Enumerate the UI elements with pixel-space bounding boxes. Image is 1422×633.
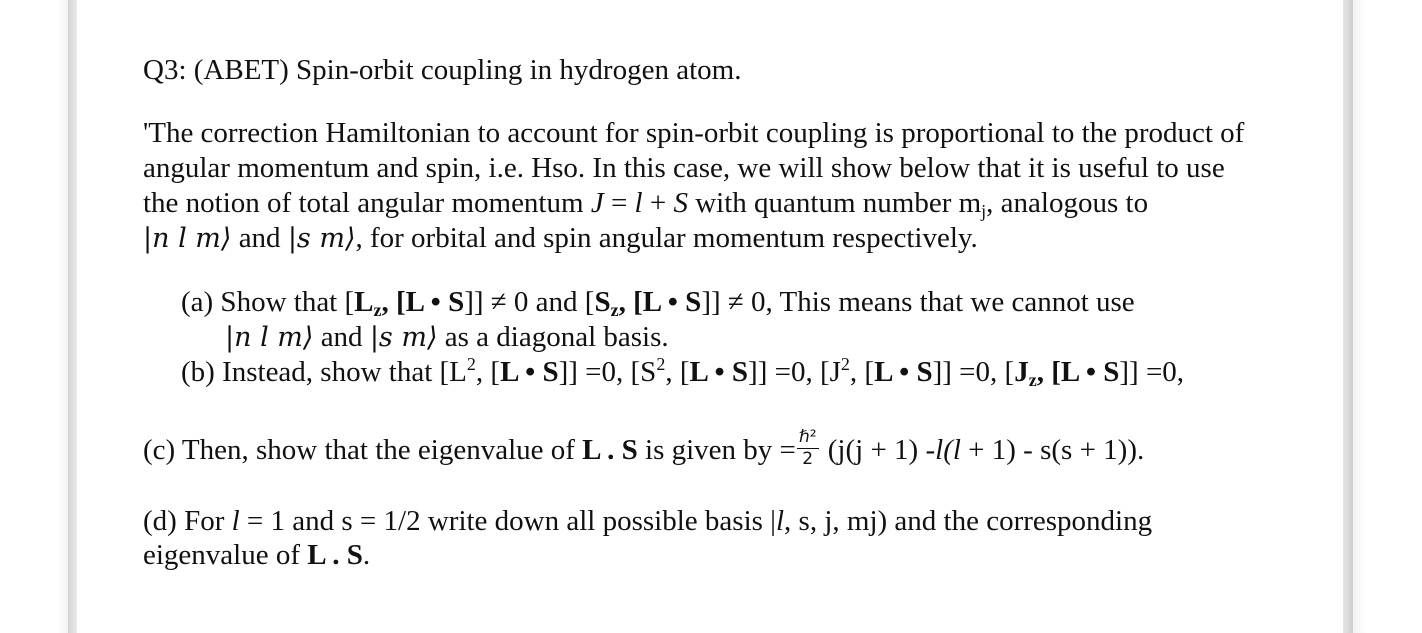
question-title: Q3: (ABET) Spin-orbit coupling in hydrogen atom. (143, 54, 742, 86)
ket-nlm: |n l m⟩ (143, 223, 232, 254)
part-d-line-2: eigenvalue of L . S. (143, 539, 371, 571)
intro-line-1: 'The correction Hamiltonian to account for spin-orbit coupling is proportional to the product of (143, 117, 1245, 149)
ket-sm: |s m⟩ (287, 223, 356, 254)
part-c-line: (c) Then, show that the eigenvalue of L . S is given by = $\frac{\text{ℏ²}}{2}$ (j(j + 1) -l(l + 1) - s(s + 1)). (143, 427, 1145, 469)
page-right-edge (1343, 0, 1353, 633)
left-gutter (0, 0, 68, 633)
intro-line-3: the notion of total angular momentum J = l + S with quantum number $m_j$, analogous to (143, 187, 1149, 221)
part-d-line-1: (d) For l = 1 and s = 1/2 write down all possible basis |l, s, j, mj) and the corresponding (143, 505, 1153, 537)
part-a-line-2: |n l m⟩ and |s m⟩ as a diagonal basis. (225, 321, 669, 353)
part-a-line-1: (a) Show that [$L_z$, [L • S]] ≠ 0 and [$S_z$, [L • S]] ≠ 0, This means that we cannot use (181, 286, 1135, 320)
page-left-edge (68, 0, 77, 633)
ket-nlm: |n l m⟩ (225, 322, 314, 353)
intro-line-4: |n l m⟩ and |s m⟩, for orbital and spin angular momentum respectively. (143, 222, 978, 254)
part-b-line: (b) Instead, show that [$L^2$, [L • S]] =0, [$S^2$, [L • S]] =0, [$J^2$, [L • S]] =0, [$J_z$, [L • S]] =0, (181, 354, 1185, 390)
intro-line-2: angular momentum and spin, i.e. Hso. In this case, we will show below that it is useful to use (143, 152, 1225, 184)
hbar-squared-over-two-fraction: $\frac{\text{ℏ²}}{2}$ (798, 427, 817, 469)
ket-sm: |s m⟩ (369, 322, 438, 353)
document-page (77, 0, 1343, 633)
right-gutter (1353, 0, 1422, 633)
